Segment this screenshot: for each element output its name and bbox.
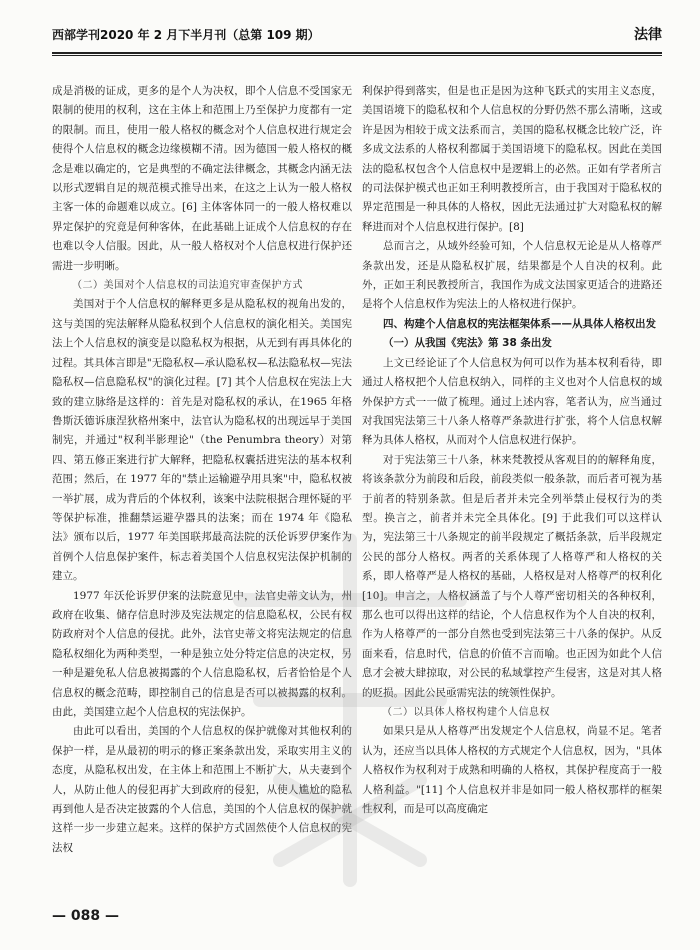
paragraph: 利保护得到落实，但是也正是因为这种飞跃式的实用主义态度，美国语境下的隐私权和个人信息权的分野仍然不那么清晰，这或许是因为相较于成文法系而言，美国的隐私权概念比较广泛，许多成文法系的人格权利都属于美国语境下的隐私权。因此在美国法的隐私权包含个人信息权中是逻辑上的必然。正如有学者所言的司法保护模式也正如王利明教授所言，由于我国对于隐私权的界定范围是一种具体的人格权，因此无法通过扩大对隐私权的解释进而对个人信息权进行保护。[8] (362, 85, 662, 233)
header-rule-thin (52, 55, 662, 56)
paragraph: 美国对于个人信息权的解释更多是从隐私权的视角出发的，这与美国的宪法解释从隐私权到个人信息权的演化相关。美国宪法上个人信息权的演变是以隐私权为根据，从无到有再具体化的过程。其具体言即是"无隐私权—承认隐私权—私法隐私权—宪法隐私权—信息隐私权"的演化过程。[7] 其个人信息权在宪法上大致的建立脉络是这样的：首先是对隐私权的承认，在1965 年格鲁斯沃德诉康涅狄格州案中，法官认为隐私权的出现远早于美国制宪，并通过"权利半影理论"（the Penumbra theory）对第四、第五修正案进行扩大解释，把隐私权囊括进宪法的基本权利范围；然后，在 1977 年的"禁止运输避孕用具案"中，隐私权被一举扩展，成为背后的个体权利，该案中法院根据合理怀疑的平等保护标准，推翻禁运避孕器具的法案；而在 1974 年《隐私法》颁布以后，1977 年美国联邦最高法院的沃伦诉罗伊案作为首例个人信息保护案件，标志着美国个人信息权宪法保护机制的建立。 (52, 298, 352, 583)
subsection-heading: （一）从我国《宪法》第 38 条出发 (383, 337, 552, 350)
left-column (52, 82, 352, 902)
section-subheading: （二）美国对个人信息权的司法追究审查保护方式 (72, 280, 303, 292)
section-subheading: （二）以具体人格权构建个人信息权 (382, 707, 550, 718)
journal-title: 西部学刊2020 年 2 月下半月刊（总第 109 期） (52, 28, 320, 42)
paragraph: 1977 年沃伦诉罗伊案的法院意见中，法官史蒂文认为，州政府在收集、储存信息时涉及宪法规定的信息隐私权，公民有权防政府对个人信息的侵扰。此外，法官史蒂文将宪法规定的信息隐私权细化为两种类型，一种是独立处分特定信息的决定权，另一种是避免私人信息被揭露的个人信息隐私权，后者恰恰是个人信息权的概念范畴，即控制自己的信息是否可以被揭露的权利。由此，美国建立起个人信息权的宪法保护。 (52, 589, 352, 718)
header-rule (52, 52, 662, 54)
paragraph: 如果只是从人格尊严出发规定个人信息权，尚显不足。笔者认为，还应当以具体人格权的方式规定个人信息权，因为，"具体人格权作为权利对于成熟和明确的人格权，其保护程度高于一般人格利益。"[11] 个人信息权并非是如同一般人格权那样的框架性权利，而是可以高度确定 (362, 725, 662, 816)
paragraph: 对于宪法第三十八条，林来梵教授从客观目的的解释角度，将该条款分为前段和后段，前段类似一般条款，而后者可视为基于前者的特别条款。但是后者并未完全列举禁止侵权行为的类型。换言之，前者并未完全具体化。[9] 于此我们可以这样认为，宪法第三十八条规定的前半段规定了概括条款，后半段规定公民的部分人格权。两者的关系体现了人格尊严和人格权的关系，即人格尊严是人格权的基础，人格权是对人格尊严的权利化[10]。申言之，人格权涵盖了与个人尊严密切相关的各种权利，那么也可以得出这样的结论，个人信息权作为个人自决的权利，作为人格尊严的一部分自然也受到宪法第三十八条的保护。从反面来看，信息时代，信息的价值不言而喻。也正因为如此个人信息才会被大肆掠取，对公民的私域掌控产生侵害，这是对其人格的贬损。因此公民亟需宪法的统领性保护。 (362, 453, 662, 699)
page-header (52, 24, 662, 48)
section-label: 法律 (634, 27, 662, 43)
section-heading: 四、构建个人信息权的宪法框架体系——从具体人格权出发 (383, 317, 656, 330)
paragraph: 总而言之，从域外经验可知，个人信息权无论是从人格尊严条款出发，还是从隐私权扩展，结果都是个人自决的权利。此外，正如王利民教授所言，我国作为成文法国家更适合的进路还是将个人信息权作为宪法上的人格权进行保护。 (362, 240, 662, 311)
paragraph: 由此可以看出，美国的个人信息权的保护就像对其他权利的保护一样，是从最初的明示的修正案条款出发，采取实用主义的态度，从隐私权出发，在主体上和范围上不断扩大，从夫妻到个人，从防止他人的侵犯再扩大到政府的侵犯，从使人尴尬的隐私再到他人是否决定披露的个人信息，美国的个人信息权的保护就这样一步一步建立起来。这样的保护方式固然使个人信息权的宪法权 (52, 725, 352, 854)
paragraph: 上文已经论证了个人信息权为何可以作为基本权利看待，即通过人格权把个人信息权纳入，同样的主义也对个人信息权的域外保护方式一一做了梳理。通过上述内容，笔者认为，应当通过对我国宪法第三十八条人格尊严条款进行扩张，将个人信息权解释为具体人格权，从而对个人信息权进行保护。 (362, 356, 662, 447)
page-number: — 088 — (52, 908, 119, 924)
paragraph: 成是消极的证成，更多的是个人为决权，即个人信息不受国家无限制的使用的权利，这在主体上和范围上乃至保护力度都有一定的限制。而且，使用一般人格权的概念对个人信息权进行规定会使得个人信息权的概念边缘模糊不清。因为德国一般人格权的概念是难以确定的，它是典型的不确定法律概念，其概念内涵无法以形式逻辑自足的规范模式推导出来，在这之上认为一般人格权主客一体的命题难以成立。[6] 主体客体同一的一般人格权难以界定保护的究竟是何种客体，在此基础上证成个人信息权的存在也难以令人信服。因此，从一般人格权对个人信息权进行保护还需进一步明晰。 (52, 85, 352, 272)
right-column (362, 82, 662, 902)
